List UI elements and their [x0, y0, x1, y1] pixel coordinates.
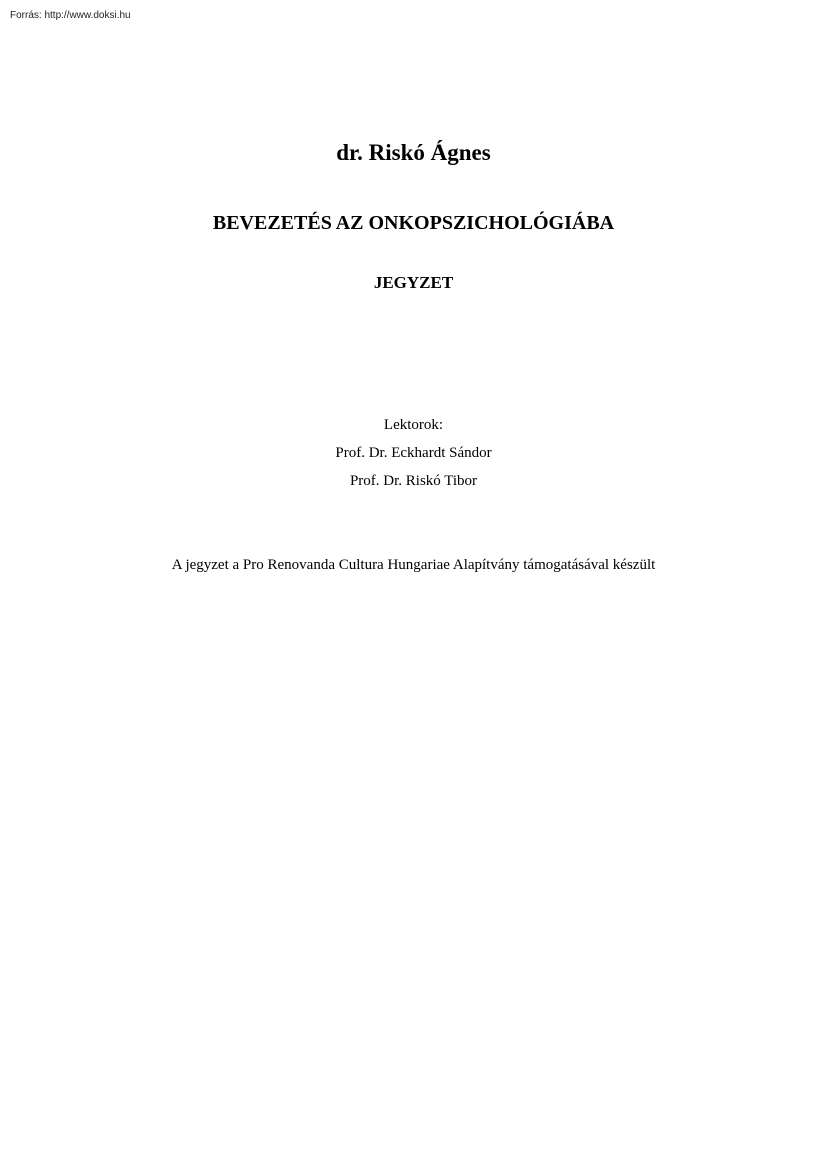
reviewers-heading: Lektorok:	[383, 417, 444, 433]
source-note: Forrás: http://www.doksi.hu	[10, 10, 131, 21]
document-title: BEVEZETÉS AZ ONKOPSZICHOLÓGIÁBA	[212, 212, 615, 234]
sponsor-note: A jegyzet a Pro Renovanda Cultura Hungariae Alapítvány támogatásával készült	[171, 557, 656, 573]
document-subtitle: JEGYZET	[373, 273, 454, 292]
reviewer-name: Prof. Dr. Riskó Tibor	[349, 473, 478, 489]
author-name: dr. Riskó Ágnes	[336, 140, 491, 165]
reviewer-name: Prof. Dr. Eckhardt Sándor	[335, 445, 492, 461]
